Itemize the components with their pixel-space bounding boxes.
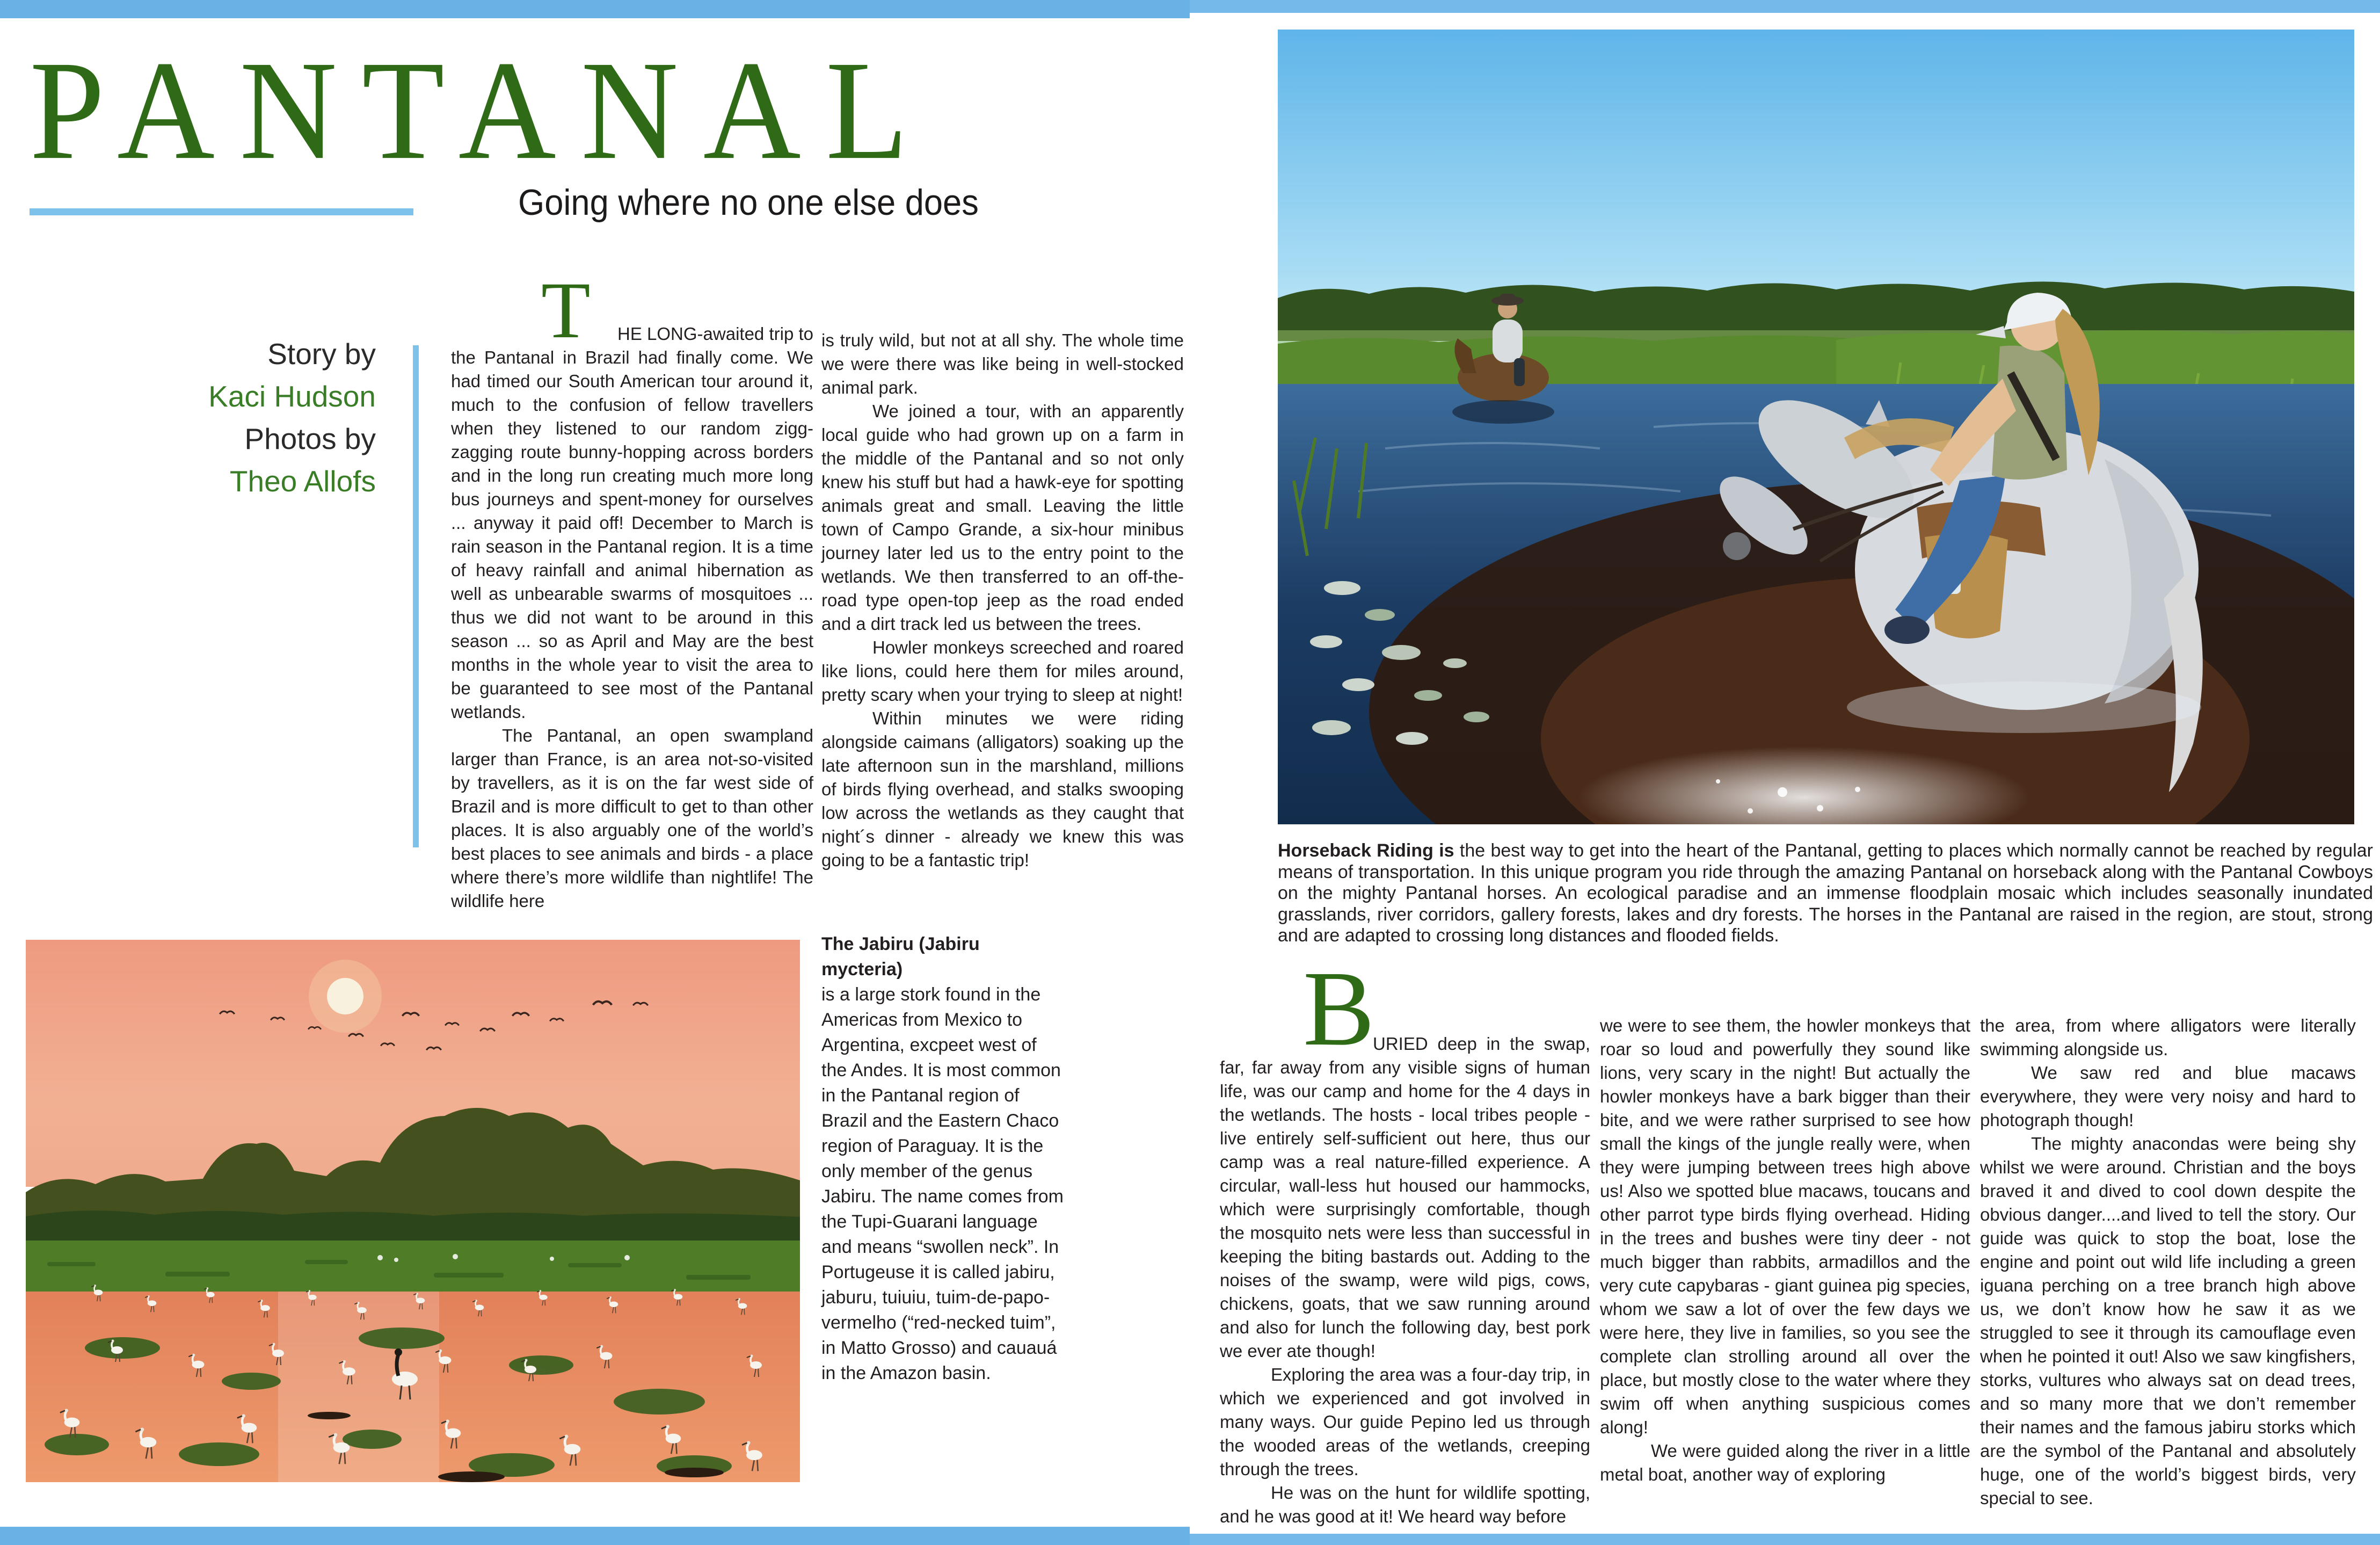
paragraph: the area, from where alligators were literally swimming alongside us. (1980, 1016, 2356, 1059)
dropcap-b: B (1303, 949, 1375, 1068)
paragraph: Howler monkeys screeched and roared like lions, could here them for miles around, pretty scary when your trying to sleep at night! (821, 637, 1184, 705)
buried-column-3 (1980, 1014, 2356, 1510)
subtitle: Going where no one else does (518, 182, 979, 223)
jabiru-sidebar (821, 932, 1066, 1386)
sun (327, 978, 363, 1014)
horseback-riding-in-wetland-photo (1278, 30, 2354, 824)
paragraph: He was on the hunt for wildlife spotting, and he was good at it! We heard way before (1220, 1483, 1590, 1526)
dropcap-t: T (541, 266, 591, 355)
page-title: PANTANAL (30, 31, 933, 189)
intro-column-1 (451, 322, 813, 913)
intro-column-2 (821, 329, 1184, 872)
buried-column-2 (1600, 1014, 1970, 1486)
byline-divider-rule (413, 345, 419, 847)
paragraph: We saw red and blue macaws everywhere, they were very noisy and hard to photograph though! (1980, 1063, 2356, 1130)
jabiru-sidebar-body: is a large stork found in the Americas from Mexico to Argentina, excpeet west of the Andes. It is most common in the Pantanal region of Brazil and the Eastern Chaco region of Paraguay. It is the only member of the genus Jabiru. The name comes from the Tupi-Guarani language and means “swollen neck”. In Portugeuse it is called jabiru, jaburu, tuiuiu, tuim-de-papo-vermelho (“red-necked tuim”, in Matto Grosso) and cauauá in the Amazon basin. (821, 984, 1064, 1383)
paragraph: URIED deep in the swap, far, far away from any visible signs of human life, was our camp and home for the 4 days in the wetlands. The hosts - local tribes people - live entirely self-sufficient out here, thus our camp was a real nature-filled experience. A circular, wall-less hut housed our hammocks, which were surprisingly comfortable, though the mosquito nets were less than successful in keeping the biting bastards out. Adding to the noises of the swamp, were wild pigs, cows, chickens, goats, that we saw running around and also for lunch the following day, best pork we ever ate though! (1220, 1034, 1590, 1361)
paragraph: is truly wild, but not at all shy. The whole time we were there was like being in well-stocked animal park. (821, 330, 1184, 397)
paragraph: Exploring the area was a four-day trip, in which we experienced and got involved in many ways. Our guide Pepino led us through the wooded areas of the wetlands, creeping through the trees. (1220, 1365, 1590, 1479)
photo-caption-body: the best way to get into the heart of the Pantanal, getting to places which normally cannot be reached by regular means of transportation. In this unique program you ride through the amazing Pantanal on horseback along with the Pantanal Cowboys on the mighty Pantanal horses. An ecological paradise and an immense floodplain mosaic which includes seasonally inundated grasslands, river corridors, gallery forests, lakes and dry forests. The horses in the Pantanal are raised in the region, are stout, strong and are adapted to crossing long distances and flooded fields. (1278, 840, 2373, 946)
paragraph: HE LONG-awaited trip to the Pantanal in Brazil had finally come. We had timed our South American tour around it, much to the confusion of fellow travellers when they listened to our random zigg-zagging route bunny-hopping across borders and in the long run creating much more long bus journeys and spent-money for ourselves ... anyway it paid off! December to March is rain season in the Pantanal region. It is a time of heavy rainfall and animal hibernation as well as unbearable swarms of mosquitoes ... thus we did not want to be around in this season ... so as April and May are the best months in the whole year to visit the area to be guaranteed to see most of the Pantanal wetlands. (451, 324, 813, 722)
sun-reflection (278, 1292, 439, 1482)
paragraph: We were guided along the river in a little metal boat, another way of exploring (1600, 1441, 1970, 1484)
photo-caption-lead: Horseback Riding is (1278, 840, 1454, 861)
paragraph: we were to see them, the howler monkeys that roar so loud and powerfully they sound like lions, very scary in the night! But actually the howler monkeys have a bark bigger than their bite, and we were rather surprised to see how small the kings of the jungle really were, when they were jumping between trees high above us! Also we spotted blue macaws, toucans and other parrot type birds flying overhead. Hiding in the trees and bushes were tiny deer - not much bigger than rabbits, armadillos and the very cute capybaras - giant guinea pig species, whom we saw a lot of over the few days we were here, they live in families, so you see the complete clan strolling around all over the place, but mostly close to the water where they swim off when anything suspicious comes along! (1600, 1016, 1970, 1437)
paragraph: The mighty anacondas were being shy whilst we were around. Christian and the boys braved it and dived to cool down despite the obvious danger....and lived to tell the story. Our guide was quick to stop the boat, lose the engine and point out wild life including a green iguana perching on a tree branch high above us, we don’t know how he saw it as we struggled to see it through its camouflage even when he pointed it out! Also we saw kingfishers, storks, vultures who always sat on dead trees, and so many more that we don’t remember their names and the famous jabiru storks which are the symbol of the Pantanal and absolutely huge, one of the world’s biggest birds, very special to see. (1980, 1134, 2356, 1508)
buried-column-1 (1220, 1032, 1590, 1528)
jabiru-sidebar-lead: The Jabiru (Jabiru mycteria) (821, 934, 980, 980)
paragraph: We joined a tour, with an apparently local guide who had grown up on a farm in the middle of the Pantanal and so not only knew his stuff but had a hawk-eye for spotting animals great and small. Leaving the little town of Campo Grande, a six-hour minibus journey later led us to the entry point to the wetlands. We then transferred to an off-the-road type open-top jeep as the road ended and a dirt track led us between the trees. (821, 401, 1184, 634)
story-author: Kaci Hudson (208, 380, 376, 413)
paragraph: The Pantanal, an open swampland larger than France, is an area not-so-visited by travellers, as it is on the far west side of Brazil and is more difficult to get to than other places. It is also arguably one of the world’s best places to see animals and birds - a place where there’s more wildlife than nightlife! The wildlife here (451, 726, 813, 911)
photos-author: Theo Allofs (229, 465, 376, 498)
title-underline (30, 208, 413, 215)
bottom-accent-bar-right (1190, 1534, 2380, 1545)
paragraph: Within minutes we were riding alongside caimans (alligators) soaking up the late afternoon sun in the marshland, millions of birds flying overhead, and stalks swooping low across the wetlands as they caught that night´s dinner - already we knew this was going to be a fantastic trip! (821, 708, 1184, 870)
bottom-accent-bar-left (0, 1527, 1190, 1545)
photo-caption (1278, 840, 2373, 947)
jabiru-storks-sunset-photo (26, 940, 800, 1482)
top-accent-bar-left (0, 0, 1190, 18)
byline (177, 333, 376, 503)
top-accent-bar-right (1190, 0, 2380, 13)
photos-by-label: Photos by (244, 422, 376, 455)
story-by-label: Story by (267, 337, 376, 371)
